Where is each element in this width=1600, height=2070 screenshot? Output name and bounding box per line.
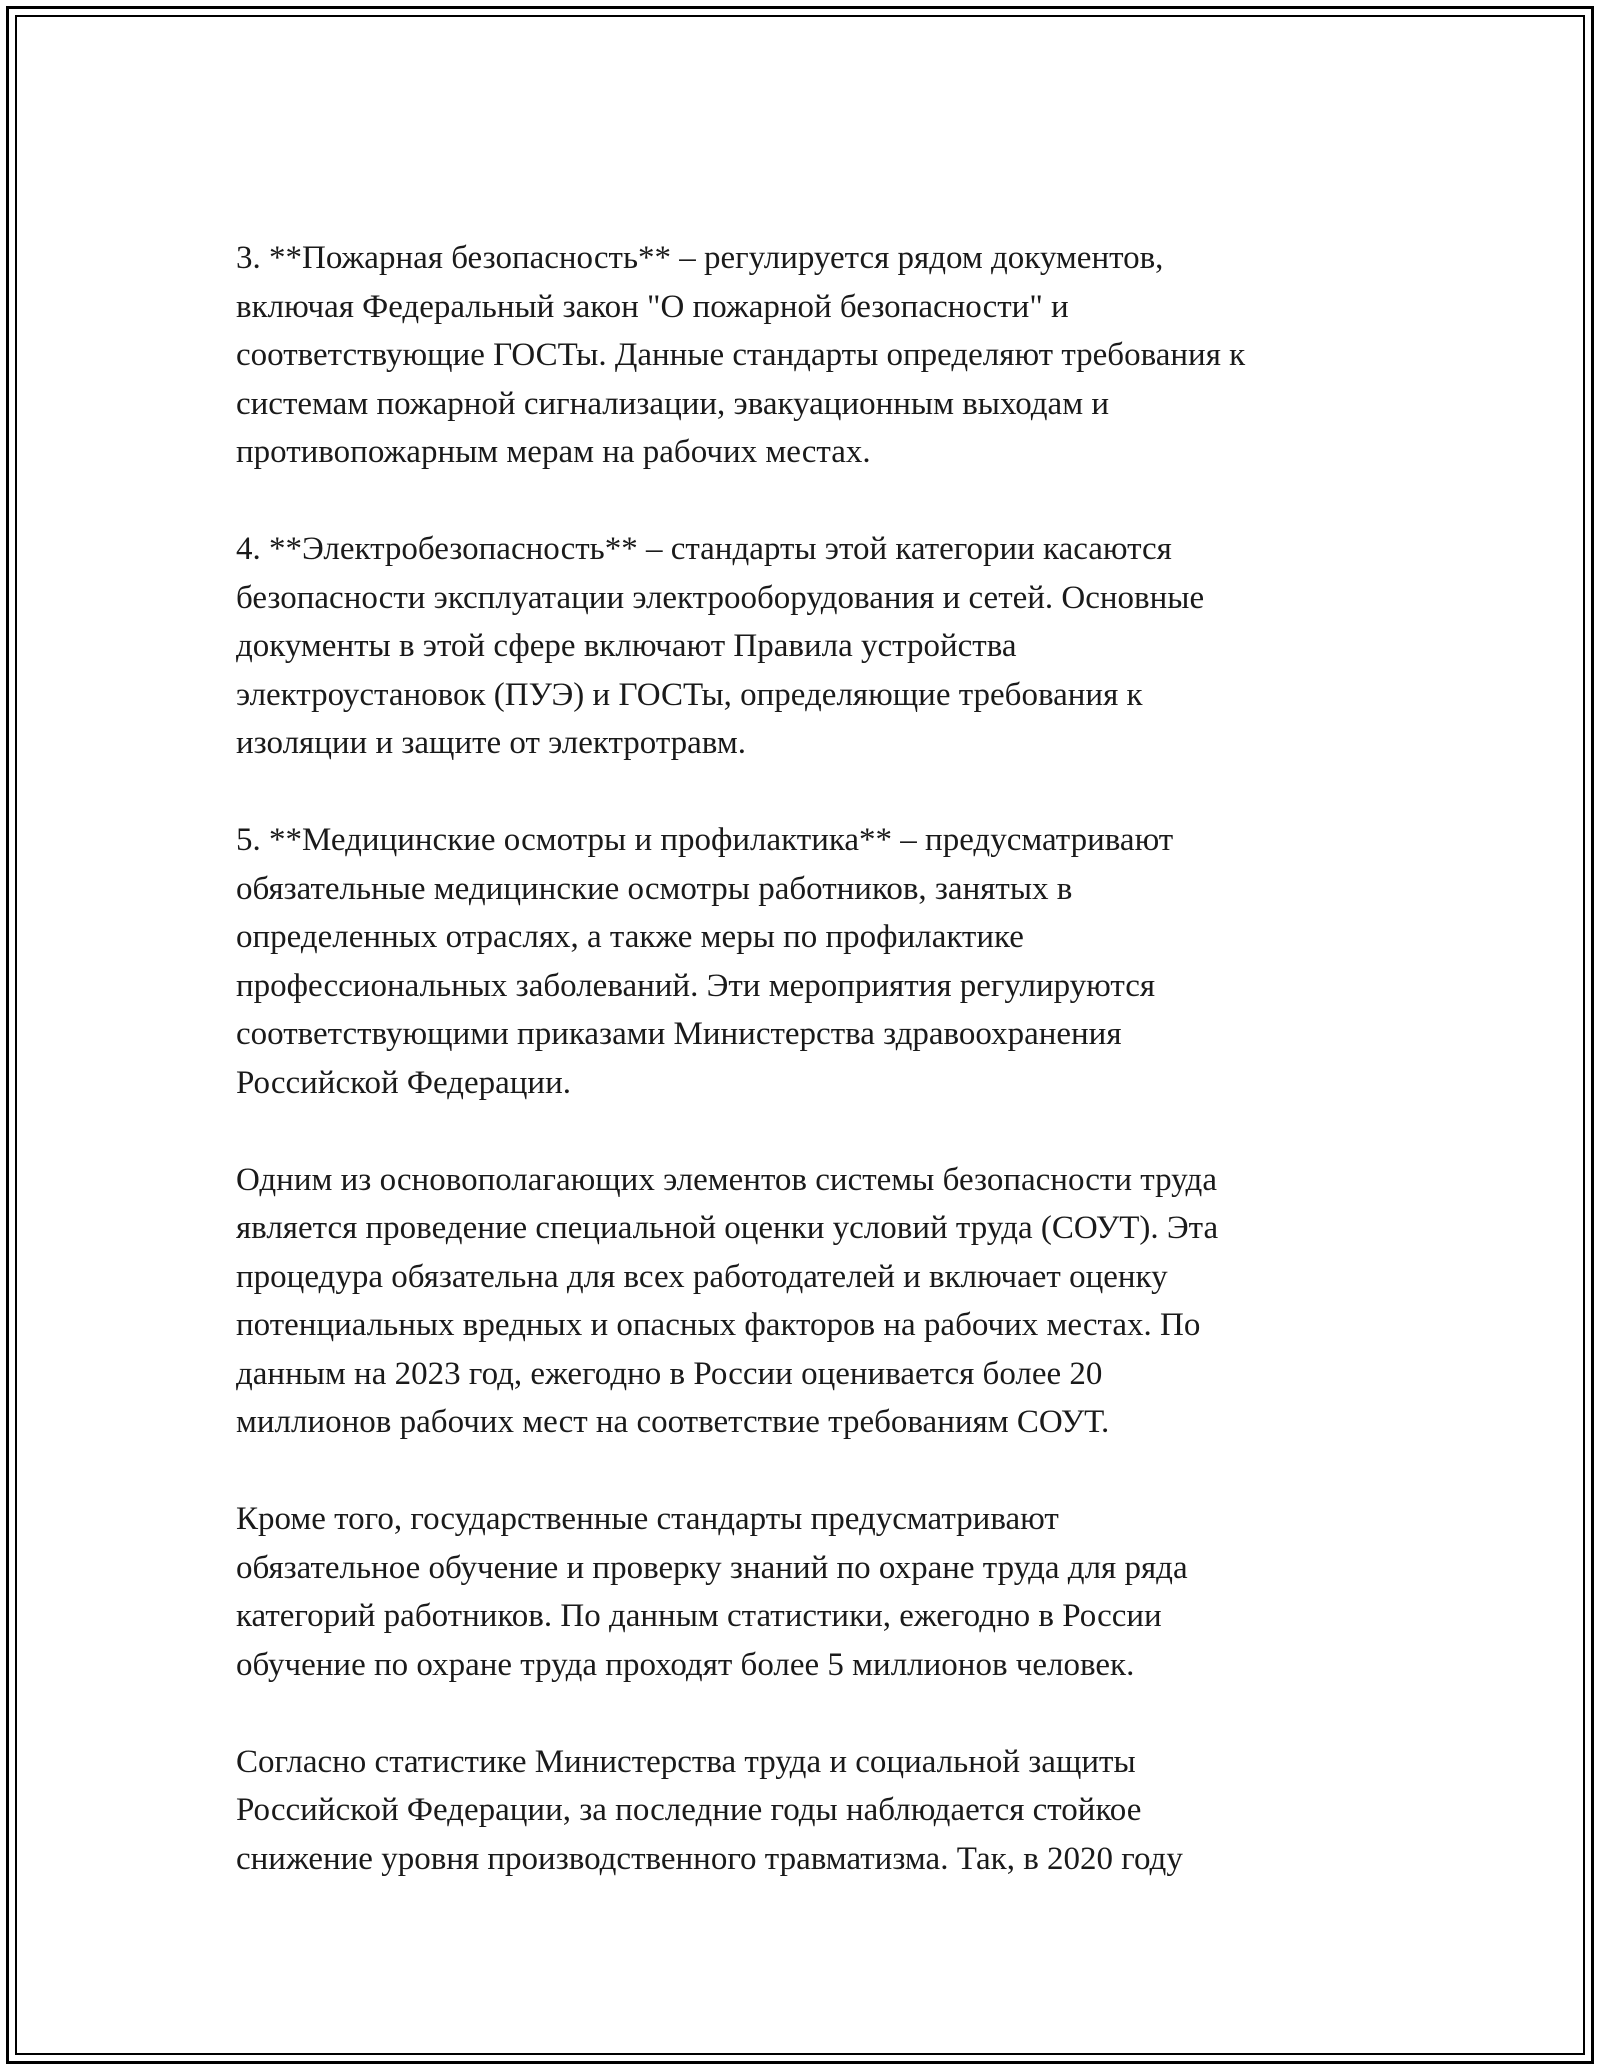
paragraph-sout [236, 1156, 1436, 1447]
text-line: данным на 2023 год, ежегодно в России оценивается более 20 [236, 1355, 1103, 1392]
text-line: миллионов рабочих мест на соответствие требованиям СОУТ. [236, 1404, 1110, 1440]
text-line: категорий работников. По данным статистики, ежегодно в России [236, 1598, 1162, 1634]
text-line: изоляции и защите от электротравм. [236, 725, 746, 761]
text-line: 5. **Медицинские осмотры и профилактика** – предусматривают [236, 822, 1174, 858]
text-line: Кроме того, государственные стандарты предусматривают [236, 1501, 1059, 1537]
text-line: обязательное обучение и проверку знаний по охране труда для ряда [236, 1549, 1188, 1586]
text-line: противопожарным мерам на рабочих местах. [236, 434, 871, 470]
text-line: включая Федеральный закон "О пожарной безопасности" и [236, 288, 1069, 325]
text-line: безопасности эксплуатации электрооборудования и сетей. Основные [236, 579, 1205, 616]
paragraph-fire-safety [236, 234, 1436, 477]
text-line: Российской Федерации, за последние годы наблюдается стойкое [236, 1792, 1142, 1828]
text-line: является проведение специальной оценки условий труда (СОУТ). Эта [236, 1210, 1219, 1246]
document-body [236, 234, 1436, 1932]
text-line: Одним из основополагающих элементов системы безопасности труда [236, 1161, 1217, 1198]
text-line: снижение уровня производственного травматизма. Так, в 2020 году [236, 1840, 1183, 1877]
text-line: обучение по охране труда проходят более 5 миллионов человек. [236, 1646, 1135, 1683]
text-line: профессиональных заболеваний. Эти мероприятия регулируются [236, 967, 1156, 1004]
text-line: обязательные медицинские осмотры работников, занятых в [236, 870, 1073, 907]
text-line: соответствующими приказами Министерства здравоохранения [236, 1016, 1122, 1052]
text-line: потенциальных вредных и опасных факторов на рабочих местах. По [236, 1307, 1201, 1343]
text-line: Российской Федерации. [236, 1064, 571, 1101]
text-line: 4. **Электробезопасность** – стандарты этой категории касаются [236, 531, 1172, 567]
paragraph-electrical-safety [236, 525, 1436, 768]
paragraph-training [236, 1495, 1436, 1689]
text-line: системам пожарной сигнализации, эвакуационным выходам и [236, 385, 1110, 422]
text-line: 3. **Пожарная безопасность** – регулируется рядом документов, [236, 240, 1164, 276]
text-line: процедура обязательна для всех работодателей и включает оценку [236, 1258, 1168, 1295]
text-line: электроустановок (ПУЭ) и ГОСТы, определяющие требования к [236, 676, 1143, 713]
paragraph-statistics [236, 1738, 1436, 1884]
text-line: соответствующие ГОСТы. Данные стандарты определяют требования к [236, 337, 1246, 373]
text-line: Согласно статистике Министерства труда и социальной защиты [236, 1743, 1136, 1780]
text-line: документы в этой сфере включают Правила устройства [236, 628, 1017, 664]
paragraph-medical-exams [236, 816, 1436, 1107]
text-line: определенных отраслях, а также меры по профилактике [236, 919, 1024, 955]
